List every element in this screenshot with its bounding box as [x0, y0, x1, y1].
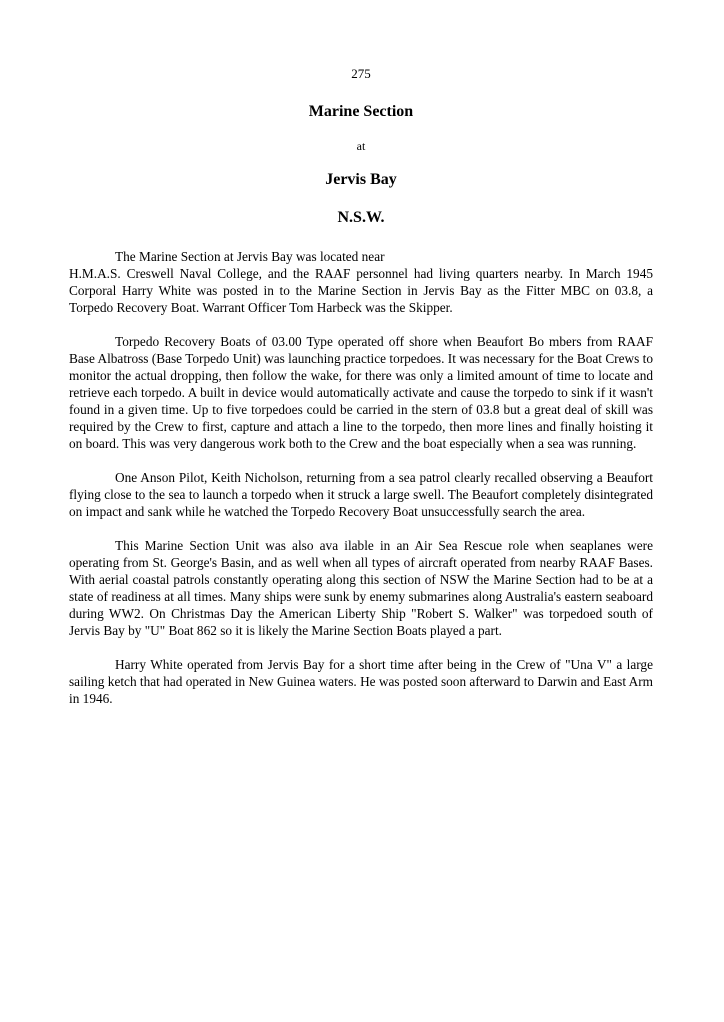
title-connector: at — [356, 139, 366, 153]
paragraph-1-first-line: The Marine Section at Jervis Bay was located near — [115, 249, 385, 264]
title-nsw: N.S.W. — [337, 209, 385, 226]
title-marine-section: Marine Section — [308, 103, 414, 120]
paragraph-2: Torpedo Recovery Boats of 03.00 Type operated off shore when Beaufort Bo mbers from RAAF Base Albatross (Base Torpedo Unit) was launching practice torpedoes. It was necessary for the Boat Crews to monitor the actual dropping, then follow the wake, for there was only a limited amount of time to locate and retrieve each torpedo. A built in device would automatically activate and cause the torpedo to sink if it wasn't found in a given time. Up to five torpedoes could be carried in the stern of 03.8 but a great deal of skill was required by the Crew to first, capture and attach a line to the torpedo, then more lines and finally hoisting it on board. This was very dangerous work both to the Crew and the boat especially when a sea was running. — [69, 334, 653, 451]
title-jervis-bay: Jervis Bay — [325, 171, 397, 188]
paragraph-4: This Marine Section Unit was also ava ilable in an Air Sea Rescue role when seaplanes were operating from St. George's Basin, and as well when all types of aircraft operated from nearby RAAF Bases. With aerial coastal patrols constantly operating along this section of NSW the Marine Section had to be at a state of readiness at all times. Many ships were sunk by enemy submarines along Australia's eastern seaboard during WW2. On Christmas Day the American Liberty Ship "Robert S. Walker" was torpedoed south of Jervis Bay by "U" Boat 862 so it is likely the Marine Section Boats played a part. — [69, 538, 653, 638]
paragraph-3: One Anson Pilot, Keith Nicholson, returning from a sea patrol clearly recalled observing a Beaufort flying close to the sea to launch a torpedo when it struck a large swell. The Beaufort completely disintegrated on impact and sank while he watched the Torpedo Recovery Boat unsuccessfully search the area. — [69, 470, 653, 519]
page-number: 275 — [351, 66, 371, 81]
paragraph-1-rest: H.M.A.S. Creswell Naval College, and the RAAF personnel had living quarters nearby. In March 1945 Corporal Harry White was posted in to the Marine Section in Jervis Bay as the Fitter MBC on 03.8, a Torpedo Recovery Boat. Warrant Officer Tom Harbeck was the Skipper. — [69, 266, 653, 315]
document-page — [69, 66, 653, 724]
paragraph-5: Harry White operated from Jervis Bay for a short time after being in the Crew of "Una V" a large sailing ketch that had operated in New Guinea waters. He was posted soon afterward to Darwin and East Arm in 1946. — [69, 657, 653, 706]
paragraph-1 — [69, 248, 653, 316]
